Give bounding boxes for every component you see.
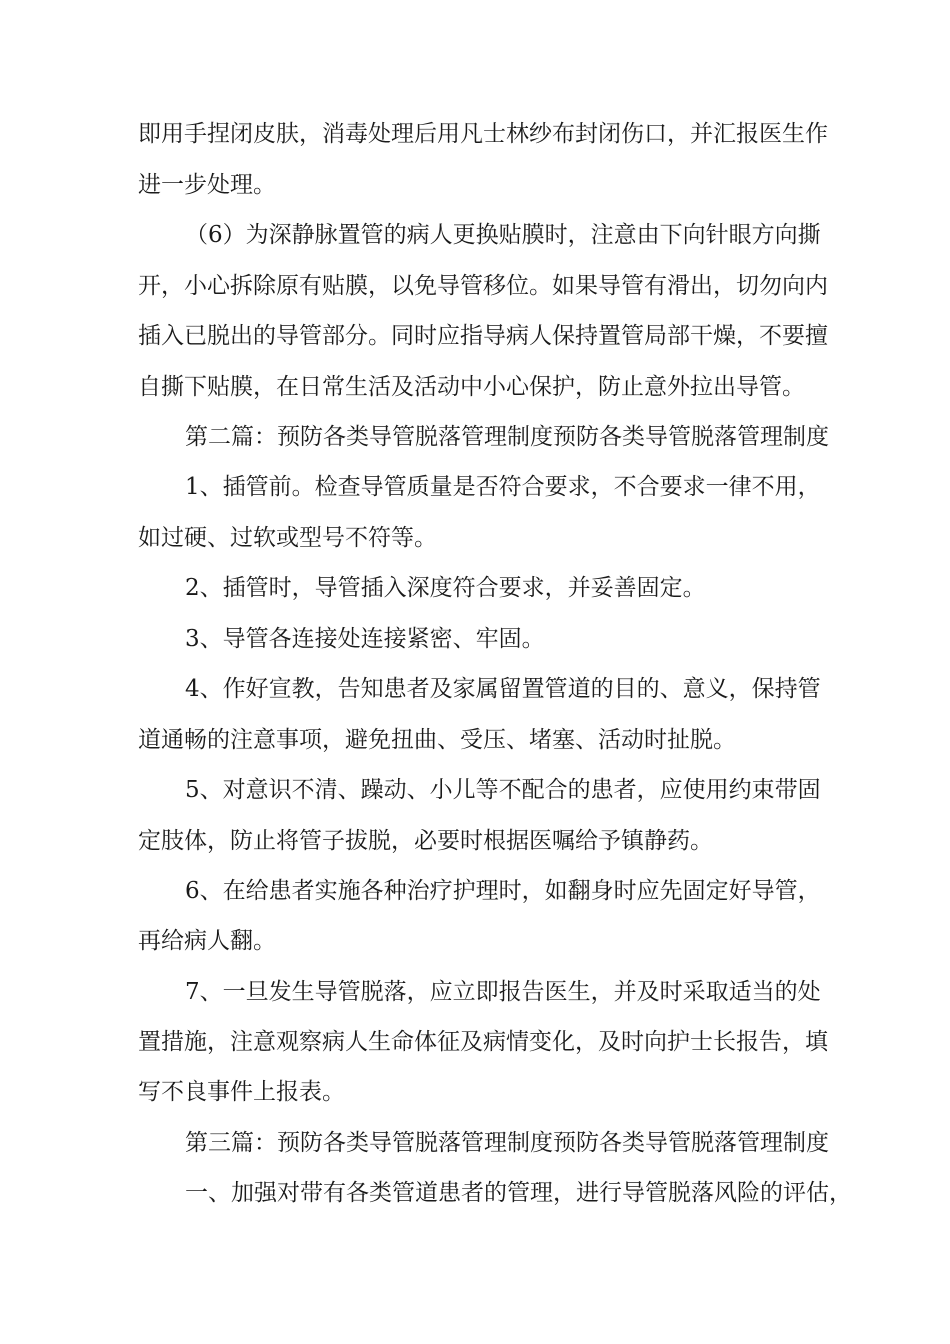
text-line: 自撕下贴膜，在日常生活及活动中小心保护，防止意外拉出导管。 — [138, 374, 805, 400]
text-line: 6、在给患者实施各种治疗护理时，如翻身时应先固定好导管， — [185, 878, 821, 904]
text-line: 2、插管时，导管插入深度符合要求，并妥善固定。 — [185, 575, 706, 601]
text-line: 如过硬、过软或型号不符等。 — [138, 525, 437, 551]
text-line: （6）为深静脉置管的病人更换贴膜时，注意由下向针眼方向撕 — [185, 222, 821, 248]
text-line: 再给病人翻。 — [138, 928, 276, 954]
text-line: 进一步处理。 — [138, 172, 276, 198]
text-line: 置措施，注意观察病人生命体征及病情变化，及时向护士长报告，填 — [138, 1029, 828, 1055]
text-line: 5、对意识不清、躁动、小儿等不配合的患者，应使用约束带固 — [185, 777, 821, 803]
text-line: 4、作好宣教，告知患者及家属留置管道的目的、意义，保持管 — [185, 676, 821, 702]
text-line: 写不良事件上报表。 — [138, 1079, 345, 1105]
text-line: 一、加强对带有各类管道患者的管理，进行导管脱落风险的评估， — [185, 1180, 852, 1206]
text-line: 即用手捏闭皮肤，消毒处理后用凡士林纱布封闭伤口，并汇报医生作 — [138, 121, 828, 147]
section-heading: 第三篇：预防各类导管脱落管理制度预防各类导管脱落管理制度 — [185, 1130, 829, 1156]
text-line: 插入已脱出的导管部分。同时应指导病人保持置管局部干燥，不要擅 — [138, 323, 828, 349]
text-line: 1、插管前。检查导管质量是否符合要求，不合要求一律不用， — [185, 474, 821, 500]
text-line: 道通畅的注意事项，避免扭曲、受压、堵塞、活动时扯脱。 — [138, 727, 736, 753]
section-heading: 第二篇：预防各类导管脱落管理制度预防各类导管脱落管理制度 — [185, 424, 829, 450]
text-line: 开，小心拆除原有贴膜，以免导管移位。如果导管有滑出，切勿向内 — [138, 273, 828, 299]
text-line: 3、导管各连接处连接紧密、牢固。 — [185, 626, 545, 652]
text-line: 7、一旦发生导管脱落，应立即报告医生，并及时采取适当的处 — [185, 979, 821, 1005]
text-line: 定肢体，防止将管子拔脱，必要时根据医嘱给予镇静药。 — [138, 828, 713, 854]
